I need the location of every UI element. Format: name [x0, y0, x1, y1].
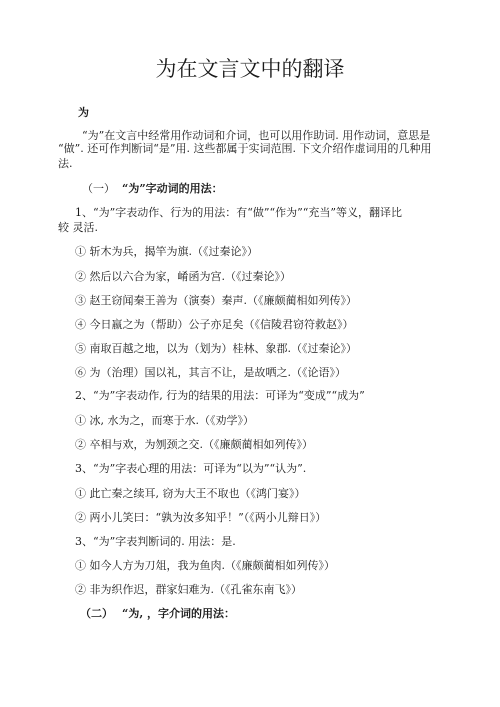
section2-title: “为, ，字介词的用法： — [122, 607, 235, 620]
section1-number: （一） — [82, 182, 115, 195]
intro-line-3: 法. — [58, 157, 73, 170]
section1-title: “为”字动词的用法： — [122, 182, 223, 195]
example-line: ④ 今日嬴之为（帮助）公子亦足矣（《信陵君窃符救赵》） — [75, 318, 354, 331]
intro-line-2: “做”. 还可作判断词“是”用. 这些都属于实词范围. 下文介绍作虚词用的几种用 — [58, 142, 432, 155]
page-title: 为在文言文中的翻译 — [155, 57, 345, 81]
section-heading: 为 — [78, 106, 89, 119]
example-line: ② 卒相与欢，为刎颈之交.（《廉颇蔺相如列传》） — [75, 438, 313, 451]
example-line: ② 非为织作迟，群家妇难为.（《孔雀东南飞》） — [75, 583, 302, 596]
example-line: ① 冰, 水为之，而寒于水.（《劝学》） — [75, 414, 254, 427]
sub2-line: 2、“为”字表动作, 行为的结果的用法：可译为“变成”“成为” — [75, 389, 365, 402]
example-line: ⑥ 为（治理）国以礼，其言不让，是故哂之.（《论语》） — [75, 366, 346, 379]
example-line: ② 然后以六合为家，崤函为宫.（《过秦论》） — [75, 270, 291, 283]
sub3-line: 3、“为”字表心理的用法：可译为“以为”“认为”. — [75, 462, 307, 475]
example-line: ③ 赵王窃闻秦王善为（演奏）秦声.（《廉颇蔺相如列传》） — [75, 294, 357, 307]
example-line: ② 两小儿笑曰：“孰为汝多知乎！”（《两小儿辩日》） — [75, 511, 327, 524]
sub1-line-2: 较 灵活. — [58, 221, 98, 234]
example-line: ① 此亡秦之续耳, 窃为大王不取也（《鸿门宴》） — [75, 487, 306, 500]
example-line: ① 如今人方为刀俎，我为鱼肉.（《廉颇蔺相如列传》） — [75, 559, 335, 572]
sub1-line-1: 1、“为”字表动作、行为的用法：有“做”“作为”“充当”等义，翻译比 — [75, 206, 402, 219]
example-line: ⑤ 南取百越之地，以为（划为）桂林、象郡.（《过秦论》） — [75, 342, 357, 355]
sub4-line: 3、“为”字表判断词的. 用法：是. — [75, 535, 236, 548]
example-line: ① 斩木为兵，揭竿为旗.（《过秦论》） — [75, 245, 258, 258]
section2-number: （二） — [80, 607, 113, 620]
intro-line-1: “为”在文言中经常用作动词和介词，也可以用作助词. 用作动词，意思是 — [82, 129, 431, 142]
